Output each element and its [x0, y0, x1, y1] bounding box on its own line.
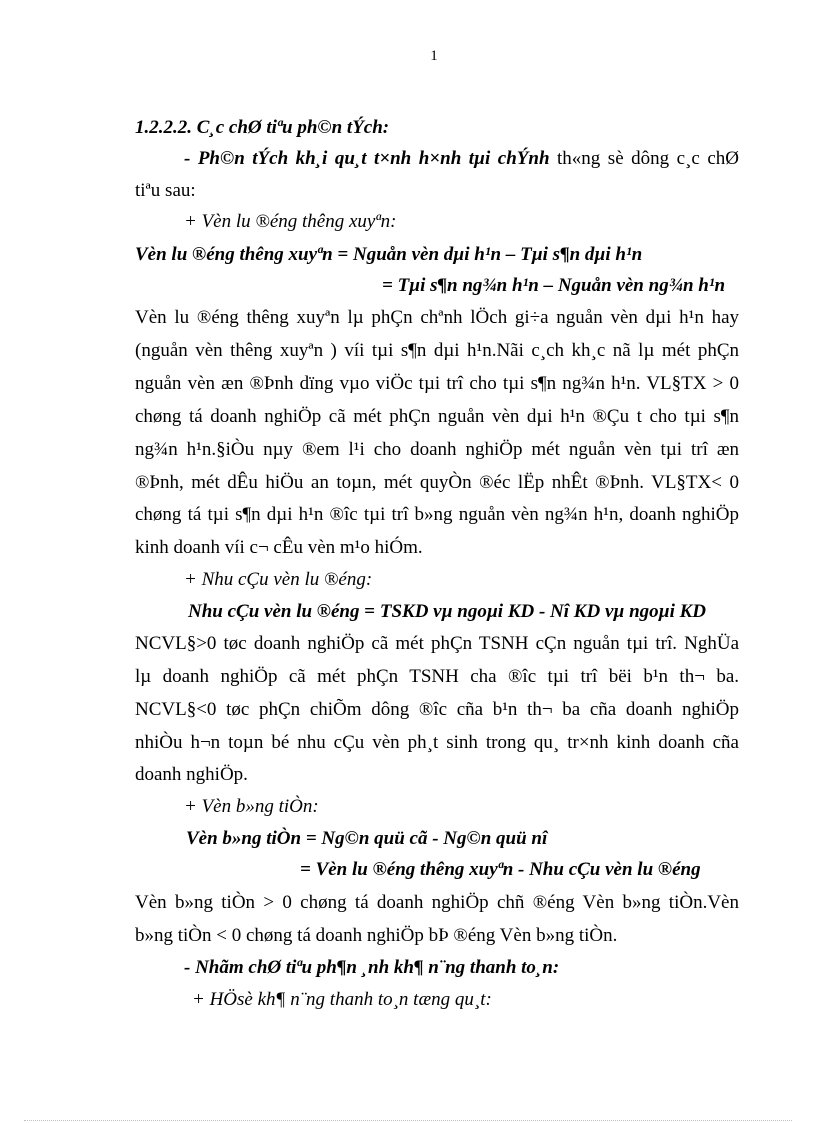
formula-cash-capital-alt: = Vèn lu ®éng thêng xuyªn - Nhu cÇu vèn lu ®éng	[300, 859, 701, 880]
paragraph-line: ng¾n h¹n.§iÒu nµy ®em l¹i cho doanh nghiÖp mét nguån vèn tµi trî æn	[135, 439, 739, 460]
paragraph-line: nhiÒu h¬n toµn bé nhu cÇu vèn ph¸t sinh trong qu¸ tr×nh kinh doanh cña	[135, 732, 739, 753]
item-general-solvency-ratio: + HÖsè kh¶ n¨ng thanh to¸n tæng qu¸t:	[192, 989, 492, 1010]
page-number: 1	[430, 48, 438, 64]
item-working-capital: + Vèn lu ®éng thêng xuyªn:	[184, 211, 397, 232]
subheading-continuation: tiªu sau:	[135, 180, 196, 201]
paragraph-line: lµ doanh nghiÖp cã mét phÇn TSNH cha ®îc tµi trî bëi b¹n th¬ ba.	[135, 666, 739, 687]
formula-working-capital-need	[188, 600, 706, 624]
paragraph-line: NCVL§<0 tøc phÇn chiÕm dông ®îc cña b¹n th¬ ba cña doanh nghiÖp	[135, 699, 739, 720]
formula2-right: TSKD vµ ngoµi KD - Nî KD vµ ngoµi KD	[379, 601, 707, 622]
paragraph-line: doanh nghiÖp.	[135, 764, 248, 785]
subheading-lead: - Ph©n tÝch kh¸i qu¸t t×nh h×nh tµi chÝnh	[184, 148, 550, 169]
paragraph-line: Vèn b»ng tiÒn > 0 chøng tá doanh nghiÖp chñ ®éng Vèn b»ng tiÒn.Vèn	[135, 892, 739, 913]
subheading-general-analysis	[184, 147, 739, 171]
paragraph-line: b»ng tiÒn < 0 chøng tá doanh nghiÖp bÞ ®éng Vèn b»ng tiÒn.	[135, 925, 618, 946]
formula-working-capital-alt: = Tµi s¶n ng¾n h¹n – Nguån vèn ng¾n h¹n	[382, 275, 726, 296]
page-bottom-rule	[24, 1120, 792, 1121]
paragraph-line: kinh doanh víi c¬ cÊu vèn m¹o hiÓm.	[135, 537, 423, 558]
section-heading: 1.2.2.2. C¸c chØ tiªu ph©n tÝch:	[135, 117, 390, 138]
formula-working-capital: Vèn lu ®éng thêng xuyªn = Nguån vèn dµi h¹n – Tµi s¶n dµi h¹n	[135, 244, 643, 265]
subheading-solvency-group: - Nhãm chØ tiªu ph¶n ¸nh kh¶ n¨ng thanh to¸n:	[184, 957, 560, 978]
formula2-eq: =	[359, 601, 380, 622]
paragraph-line: Vèn lu ®éng thêng xuyªn lµ phÇn chªnh lÖch gi÷a nguån vèn dµi h¹n hay	[135, 307, 739, 328]
paragraph-line: chøng tá tµi s¶n dµi h¹n ®îc tµi trî b»ng nguån vèn ng¾n h¹n, doanh nghiÖp	[135, 504, 739, 525]
formula2-left: Nhu cÇu vèn lu ®éng	[188, 601, 360, 622]
formula-cash-capital: Vèn b»ng tiÒn = Ng©n quü cã - Ng©n quü nî	[186, 828, 548, 849]
paragraph-line: chøng tá doanh nghiÖp cã mét phÇn nguån vèn dµi h¹n ®Çu t cho tµi s¶n	[135, 406, 739, 427]
item-cash-capital: + Vèn b»ng tiÒn:	[184, 796, 319, 817]
paragraph-line: NCVL§>0 tøc doanh nghiÖp cã mét phÇn TSNH cÇn nguån tµi trî. NghÜa	[135, 633, 739, 654]
paragraph-line: ®Þnh, mét dÊu hiÖu an toµn, mét quyÒn ®éc lËp nhÊt ®Þnh. VL§TX< 0	[135, 472, 739, 493]
paragraph-line: nguån vèn æn ®Þnh dïng vµo viÖc tµi trî cho tµi s¶n ng¾n h¹n. VL§TX > 0	[135, 373, 739, 394]
subheading-rest: th«ng sè dông c¸c chØ	[549, 148, 739, 169]
item-working-capital-need: + Nhu cÇu vèn lu ®éng:	[184, 569, 373, 590]
paragraph-line: (nguån vèn thêng xuyªn ) víi tµi s¶n dµi h¹n.Nãi c¸ch kh¸c nã lµ mét phÇn	[135, 340, 739, 361]
